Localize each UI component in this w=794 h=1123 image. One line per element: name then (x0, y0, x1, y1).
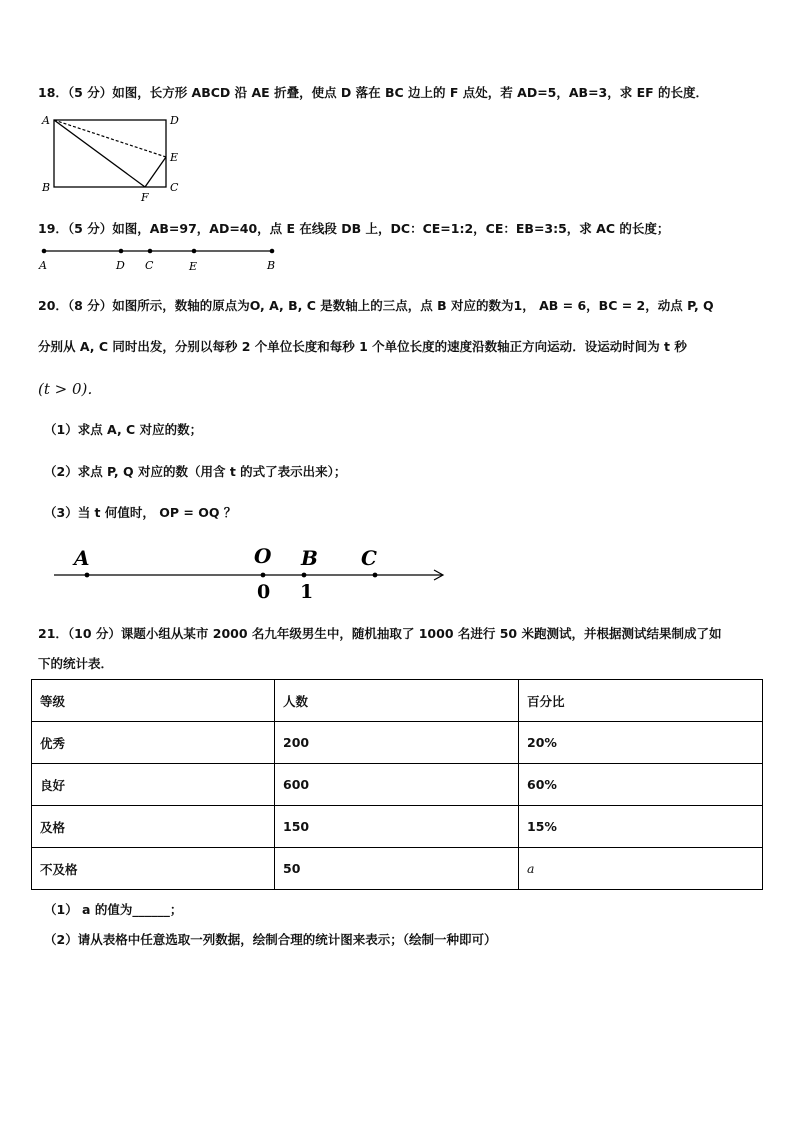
fold-line-ae (54, 120, 166, 157)
q20-number-line (50, 540, 450, 604)
label-f: F (141, 191, 149, 204)
q20-sub1: （1）求点 A, C 对应的数； (44, 422, 203, 437)
q21-sub2: （2）请从表格中任意选取一列数据，绘制合理的统计图来表示；（绘制一种即可） (44, 932, 497, 947)
label-b: B (267, 259, 276, 272)
tick-label-one: 1 (300, 581, 314, 603)
statistics-table (31, 679, 763, 890)
cell-percent: 60% (519, 764, 763, 806)
segment-fe (145, 157, 166, 187)
cell-level: 良好 (32, 764, 275, 806)
q20-line3: (t > 0)． (38, 380, 103, 398)
label-e: E (189, 260, 198, 273)
point-o (261, 573, 266, 578)
label-d: D (170, 114, 179, 127)
label-c: C (361, 546, 377, 570)
point-c (373, 573, 378, 578)
table-row (32, 806, 763, 848)
rectangle-abcd (54, 120, 166, 187)
segment-af (54, 120, 145, 187)
cell-count: 200 (275, 722, 519, 764)
q20-sub3: （3）当 t 何值时， OP = OQ ？ (44, 505, 237, 520)
cell-count: 150 (275, 806, 519, 848)
q18-rectangle-figure (38, 112, 188, 204)
cell-level: 不及格 (32, 848, 275, 890)
label-c: C (170, 181, 179, 194)
label-b: B (42, 181, 51, 194)
cell-level: 优秀 (32, 722, 275, 764)
cell-percent: 15% (519, 806, 763, 848)
tick-label-zero: 0 (257, 581, 271, 603)
label-d: D (116, 259, 125, 272)
q20-line2: 分别从 A, C 同时出发，分别以每秒 2 个单位长度和每秒 1 个单位长度的速度沿数轴正方向运动．设运动时间为 t 秒 (38, 339, 687, 354)
point-b (270, 249, 275, 254)
header-count: 人数 (275, 680, 519, 722)
header-percent: 百分比 (519, 680, 763, 722)
label-a: A (42, 114, 50, 127)
q21-line2: 下的统计表． (38, 656, 114, 671)
point-d (119, 249, 124, 254)
label-e: E (170, 151, 179, 164)
label-o: O (254, 544, 272, 568)
label-b: B (301, 546, 318, 570)
point-e (192, 249, 197, 254)
q19-text: 19．（5 分）如图，AB=97，AD=40，点 E 在线段 DB 上，DC：CE=1:2，CE：EB=3:5，求 AC 的长度； (38, 221, 670, 236)
q20-sub2: （2）求点 P, Q 对应的数（用含 t 的式了表示出来）； (44, 464, 347, 479)
point-a (85, 573, 90, 578)
q21-sub1: （1） a 的值为______； (44, 902, 183, 917)
point-c (148, 249, 153, 254)
header-level: 等级 (32, 680, 275, 722)
table-row (32, 764, 763, 806)
cell-level: 及格 (32, 806, 275, 848)
cell-percent: 20% (519, 722, 763, 764)
table-header-row (32, 680, 763, 722)
table-row (32, 848, 763, 890)
cell-count: 50 (275, 848, 519, 890)
q20-line1: 20．（8 分）如图所示，数轴的原点为O, A, B, C 是数轴上的三点，点 B 对应的数为1， AB = 6，BC = 2，动点 P, Q (38, 298, 714, 313)
q18-text: 18．（5 分）如图，长方形 ABCD 沿 AE 折叠，使点 D 落在 BC 边上的 F 点处，若 AD=5，AB=3，求 EF 的长度． (38, 85, 709, 100)
q19-segment-figure (36, 243, 286, 273)
point-a (42, 249, 47, 254)
label-c: C (145, 259, 154, 272)
cell-count: 600 (275, 764, 519, 806)
label-a: A (39, 259, 47, 272)
label-a: A (74, 546, 90, 570)
q21-line1: 21．（10 分）课题小组从某市 2000 名九年级男生中，随机抽取了 1000 名进行 50 米跑测试，并根据测试结果制成了如 (38, 626, 722, 641)
cell-percent: a (519, 848, 763, 890)
table-row (32, 722, 763, 764)
point-b (302, 573, 307, 578)
